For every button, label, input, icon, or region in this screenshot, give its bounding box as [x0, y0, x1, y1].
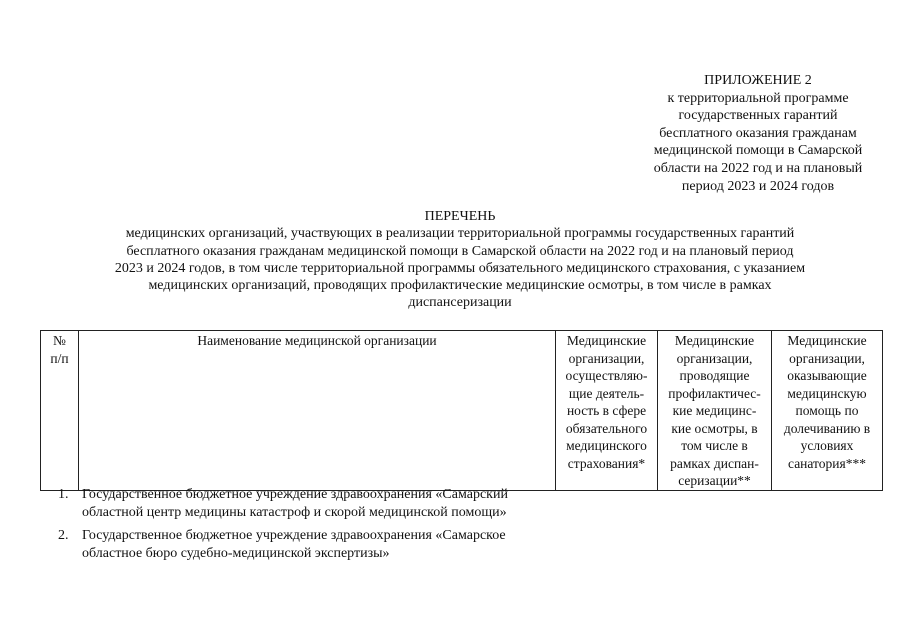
heading-line: медицинских организаций, проводящих профилактические медицинские осмотры, в том числе в рамках [148, 278, 772, 294]
organizations-table [40, 330, 883, 491]
heading-line: диспансеризации [408, 295, 512, 311]
header-sanatorium-care: Медицинские организации, оказывающие медицинскую помощь по долечиванию в условиях санатория*** [772, 331, 883, 491]
item-number: 1. [58, 487, 69, 502]
heading-line: медицинских организаций, участвующих в реализации территориальной программы государственных гарантий [125, 226, 795, 242]
header-number: № п/п [41, 331, 79, 491]
item-number: 2. [58, 528, 69, 544]
item-name: Государственное бюджетное учреждение здравоохранения «Самарский областной центр медицины катастроф и скорой медицинской помощи» [82, 487, 508, 520]
heading-line: 2023 и 2024 годов, в том числе территориальной программы обязательного медицинского страхования, с указанием [114, 260, 806, 276]
organization-list [50, 486, 570, 568]
appendix-line: бесплатного оказания гражданам [659, 125, 857, 141]
appendix-line: области на 2022 год и на плановый [653, 160, 863, 176]
item-name: Государственное бюджетное учреждение здравоохранения «Самарское областное бюро судебно-медицинской экспертизы» [82, 528, 506, 561]
appendix-line: к территориальной программе [667, 90, 849, 106]
heading-line: бесплатного оказания гражданам медицинской помощи в Самарской области на 2022 год и на плановый период [126, 243, 794, 259]
appendix-line: государственных гарантий [678, 108, 838, 124]
header-oms-participation: Медицинские организации, осуществляю- щие деятель- ность в сфере обязательного медицинского страхования* [556, 331, 658, 491]
document-title: ПЕРЕЧЕНЬ [424, 209, 496, 224]
appendix-line: медицинской помощи в Самарской [653, 143, 863, 159]
appendix-line: ПРИЛОЖЕНИЕ 2 [704, 73, 812, 88]
list-item [50, 486, 570, 521]
table-header-row [41, 331, 883, 491]
appendix-line: период 2023 и 2024 годов [681, 178, 835, 194]
list-item [50, 527, 570, 562]
document-heading [60, 208, 860, 312]
appendix-header [630, 72, 886, 195]
header-preventive-exams: Медицинские организации, проводящие профилактичес- кие медицинс- кие осмотры, в том числе в рамках диспан- серизации** [658, 331, 772, 491]
header-organization-name: Наименование медицинской организации [79, 331, 556, 491]
